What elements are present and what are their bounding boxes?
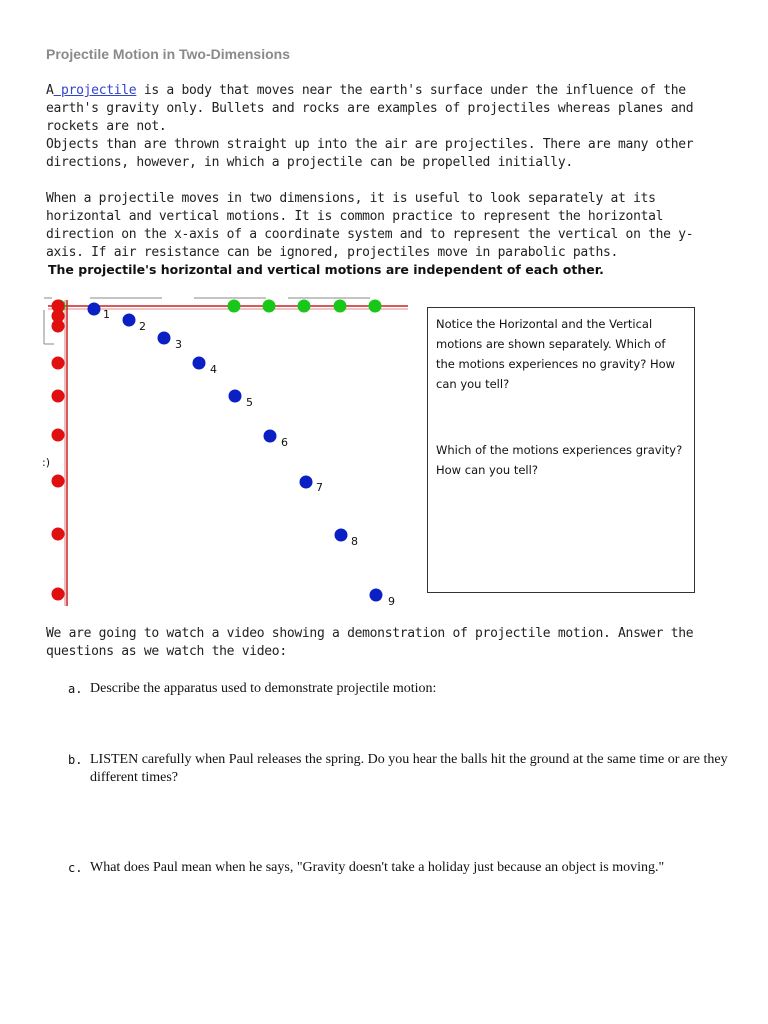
gravity-question-2: Which of the motions experiences gravity? How can you tell?: [436, 443, 683, 477]
projectile-dot-3: [158, 332, 171, 345]
projectile-dot-4: [193, 357, 206, 370]
horizontal-dot-4: [298, 300, 311, 313]
dot-label-2: 2: [139, 320, 146, 333]
question-item-b: [68, 751, 728, 787]
dot-label-5: 5: [246, 396, 253, 409]
gravity-question-1: Notice the Horizontal and the Vertical motions are shown separately. Which of the motions experiences no gravity? How can you tell?: [436, 317, 676, 391]
projectile-dot-2: [123, 314, 136, 327]
question-box: [427, 307, 695, 593]
vertical-dot-5: [52, 390, 65, 403]
projectile-dot-7: [300, 476, 313, 489]
vertical-motion-dots: [52, 300, 65, 601]
projectile-dot-9: [370, 589, 383, 602]
horizontal-dot-5: [334, 300, 347, 313]
para1-rest: is a body that moves near the earth's surface under the influence of the earth's gravity only. Bullets and rocks are examples of projectiles whereas planes and rockets are not.: [46, 83, 694, 134]
para1-prefix: A: [46, 83, 54, 98]
dot-label-9: 9: [388, 595, 395, 608]
projectile-link[interactable]: projectile: [53, 83, 137, 98]
projectile-diagram: [40, 292, 420, 612]
left-fragment-text: :): [42, 456, 50, 469]
video-intro-paragraph: We are going to watch a video showing a demonstration of projectile motion. Answer the questions as we watch the video:: [46, 626, 694, 659]
vertical-dot-4: [52, 357, 65, 370]
question-marker: b.: [68, 753, 83, 767]
projectile-dot-6: [264, 430, 277, 443]
two-dimensions-paragraph: When a projectile moves in two dimensions, it is useful to look separately at its horizontal and vertical motions. It is common practice to represent the horizontal direction on the x-axis of a coordinate system and to represent the vertical on the y-axis. If air resistance can be ignored, projectiles move in parabolic paths.: [46, 191, 694, 260]
page-title: Projectile Motion in Two-Dimensions: [46, 46, 290, 62]
dot-label-4: 4: [210, 363, 217, 376]
vertical-dot-9: [52, 588, 65, 601]
question-marker: a.: [68, 682, 83, 696]
vertical-projectile-paragraph: Objects than are thrown straight up into the air are projectiles. There are many other directions, however, in which a projectile can be propelled initially.: [46, 137, 694, 170]
dot-label-7: 7: [316, 481, 323, 494]
projectile-dot-8: [335, 529, 348, 542]
dot-label-1: 1: [103, 308, 110, 321]
projectile-path-dots: [88, 303, 396, 609]
horizontal-dot-2: [228, 300, 241, 313]
dot-label-8: 8: [351, 535, 358, 548]
vertical-dot-7: [52, 475, 65, 488]
dot-label-3: 3: [175, 338, 182, 351]
independence-statement: The projectile's horizontal and vertical motions are independent of each other.: [48, 262, 604, 277]
question-marker: c.: [68, 861, 83, 875]
vertical-dot-8: [52, 528, 65, 541]
projectile-dot-1: [88, 303, 101, 316]
vertical-dot-3: [52, 320, 65, 333]
question-item-a: [68, 680, 728, 698]
question-text: Describe the apparatus used to demonstrate projectile motion:: [90, 681, 437, 696]
horizontal-dot-6: [369, 300, 382, 313]
vertical-dot-6: [52, 429, 65, 442]
definition-paragraph: [46, 82, 726, 136]
question-item-c: [68, 859, 728, 877]
question-text: LISTEN carefully when Paul releases the spring. Do you hear the balls hit the ground at the same time or are they different times?: [90, 752, 728, 785]
dot-label-6: 6: [281, 436, 288, 449]
horizontal-dot-3: [263, 300, 276, 313]
question-text: What does Paul mean when he says, "Gravity doesn't take a holiday just because an object is moving.": [90, 860, 665, 875]
projectile-dot-5: [229, 390, 242, 403]
projectile-figure: [40, 292, 420, 612]
